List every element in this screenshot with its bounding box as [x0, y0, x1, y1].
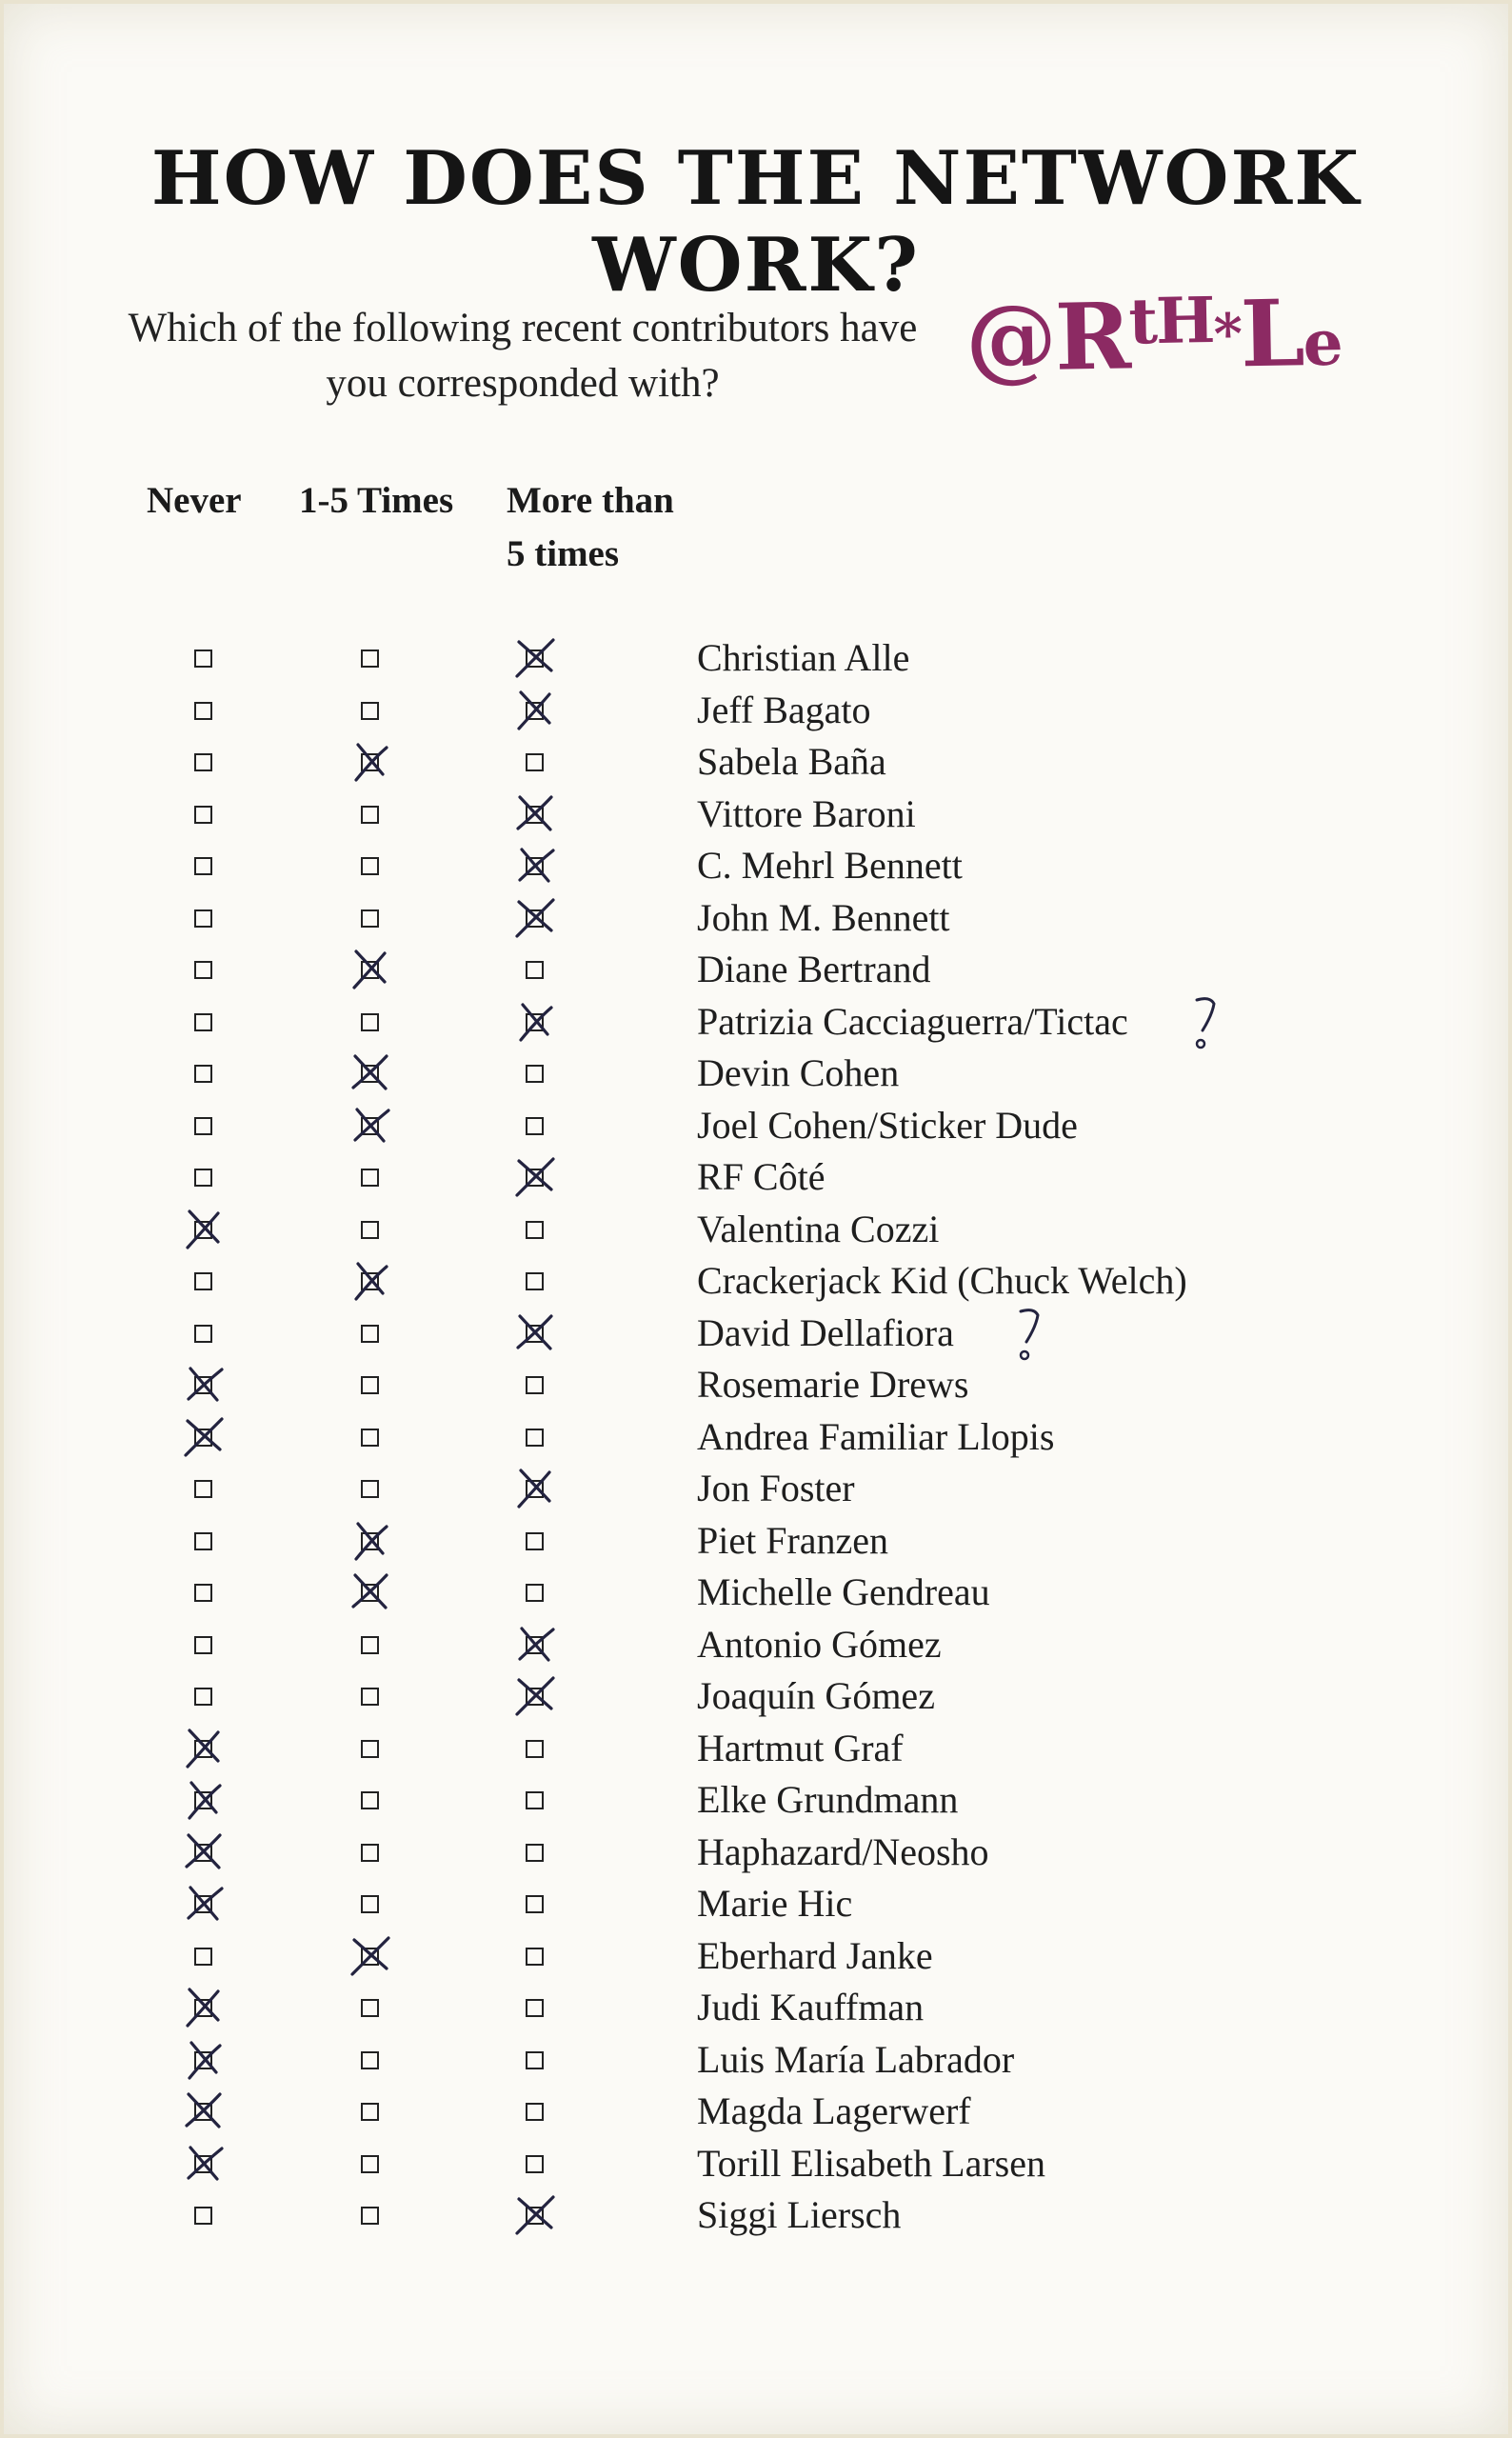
contributor-name: Antonio Gómez — [697, 1622, 942, 1666]
never-checkbox[interactable] — [194, 1688, 212, 1706]
contributor-name: Christian Alle — [697, 636, 910, 679]
one-to-five-checkbox[interactable] — [361, 1325, 379, 1343]
contributor-name: Hartmut Graf — [697, 1726, 904, 1769]
never-checkbox[interactable] — [194, 753, 212, 771]
more-than-five-checkbox[interactable] — [526, 961, 544, 979]
handwritten-check-mark-icon — [509, 787, 563, 840]
contributor-row — [4, 1411, 1508, 1464]
contributor-name: RF Côté — [697, 1155, 826, 1198]
contributor-row — [4, 1255, 1508, 1308]
one-to-five-checkbox[interactable] — [361, 1688, 379, 1706]
contributor-row — [4, 1827, 1508, 1879]
contributor-name: Sabela Baña — [697, 740, 886, 783]
one-to-five-checkbox[interactable] — [361, 1480, 379, 1498]
contributor-name: Luis María Labrador — [697, 2037, 1015, 2081]
one-to-five-checkbox[interactable] — [361, 857, 379, 875]
contributor-row — [4, 1204, 1508, 1256]
column-header-one-to-five: 1-5 Times — [299, 480, 454, 521]
contributor-row — [4, 1567, 1508, 1619]
handwritten-check-mark-icon — [345, 1046, 398, 1099]
question-text: Which of the following recent contributors have you corresponded with? — [128, 306, 918, 406]
contributor-name: Andrea Familiar Llopis — [697, 1414, 1055, 1458]
more-than-five-checkbox[interactable] — [526, 1948, 544, 1966]
column-header-more-than-five-line2: 5 times — [507, 533, 620, 574]
more-than-five-checkbox[interactable] — [526, 1844, 544, 1862]
never-checkbox[interactable] — [194, 1532, 212, 1550]
handwritten-check-mark-icon — [178, 2032, 231, 2086]
contributor-name: Joaquín Gómez — [697, 1674, 935, 1717]
more-than-five-checkbox[interactable] — [526, 1999, 544, 2017]
contributor-name: Torill Elisabeth Larsen — [697, 2141, 1045, 2185]
handwritten-check-mark-icon — [509, 1306, 563, 1359]
more-than-five-checkbox[interactable] — [526, 1429, 544, 1447]
never-checkbox[interactable] — [194, 1117, 212, 1135]
more-than-five-checkbox[interactable] — [526, 1584, 544, 1602]
handwritten-check-mark-icon — [509, 1669, 563, 1722]
handwritten-check-mark-icon — [345, 734, 398, 788]
contributor-name: Jeff Bagato — [697, 688, 871, 731]
contributor-name: Eberhard Janke — [697, 1933, 933, 1977]
contributor-row — [4, 2086, 1508, 2138]
never-checkbox[interactable] — [194, 702, 212, 720]
more-than-five-checkbox[interactable] — [526, 1221, 544, 1239]
page-title: HOW DOES THE NETWORK WORK? — [150, 135, 1362, 309]
contributor-row — [4, 1308, 1508, 1360]
contributor-name: David Dellafiora — [697, 1310, 954, 1354]
contributor-row — [4, 1982, 1508, 2034]
more-than-five-checkbox[interactable] — [526, 1065, 544, 1083]
never-checkbox[interactable] — [194, 961, 212, 979]
handwritten-check-mark-icon — [178, 1357, 231, 1410]
handwritten-check-mark-icon — [178, 1202, 231, 1255]
one-to-five-checkbox[interactable] — [361, 649, 379, 668]
handwritten-check-mark-icon — [345, 1513, 398, 1567]
contributor-row — [4, 1151, 1508, 1204]
contributor-row — [4, 1670, 1508, 1723]
handwritten-check-mark-icon — [509, 683, 563, 736]
one-to-five-checkbox[interactable] — [361, 1791, 379, 1809]
one-to-five-checkbox[interactable] — [361, 1999, 379, 2017]
contributor-row — [4, 1723, 1508, 1775]
contributor-row — [4, 2189, 1508, 2242]
one-to-five-checkbox[interactable] — [361, 1740, 379, 1758]
contributor-name: Siggi Liersch — [697, 2193, 902, 2236]
handwritten-check-mark-icon — [345, 942, 398, 995]
handwritten-exclamation-icon — [1189, 992, 1224, 1053]
handwritten-check-mark-icon — [178, 1980, 231, 2033]
never-checkbox[interactable] — [194, 1272, 212, 1290]
contributor-name: C. Mehrl Bennett — [697, 844, 963, 887]
handwritten-check-mark-icon — [509, 1461, 563, 1514]
never-checkbox[interactable] — [194, 857, 212, 875]
handwritten-check-mark-icon — [178, 2136, 231, 2189]
contributor-name: Rosemarie Drews — [697, 1363, 969, 1406]
contributor-row — [4, 1515, 1508, 1568]
handwritten-check-mark-icon — [178, 1409, 231, 1463]
contributor-row — [4, 632, 1508, 685]
handwritten-check-mark-icon — [509, 630, 563, 684]
contributor-name: Marie Hic — [697, 1882, 853, 1925]
handwritten-check-mark-icon — [345, 1253, 398, 1307]
handwritten-check-mark-icon — [178, 2084, 231, 2137]
handwritten-check-mark-icon — [509, 994, 563, 1048]
contributor-row — [4, 685, 1508, 737]
more-than-five-checkbox[interactable] — [526, 2103, 544, 2121]
never-checkbox[interactable] — [194, 1480, 212, 1498]
one-to-five-checkbox[interactable] — [361, 1895, 379, 1913]
one-to-five-checkbox[interactable] — [361, 909, 379, 928]
never-checkbox[interactable] — [194, 1636, 212, 1654]
contributor-row — [4, 1878, 1508, 1930]
handwritten-check-mark-icon — [509, 1617, 563, 1670]
handwritten-check-mark-icon — [509, 2188, 563, 2241]
column-header-more-than-five — [507, 474, 674, 581]
handwritten-check-mark-icon — [178, 1772, 231, 1826]
more-than-five-checkbox[interactable] — [526, 1272, 544, 1290]
contributor-row — [4, 840, 1508, 892]
more-than-five-checkbox[interactable] — [526, 1895, 544, 1913]
never-checkbox[interactable] — [194, 1065, 212, 1083]
contributor-name: Vittore Baroni — [697, 791, 916, 835]
handwritten-exclamation-icon — [1013, 1304, 1047, 1365]
handwritten-check-mark-icon — [345, 1098, 398, 1151]
contributor-name: Judi Kauffman — [697, 1986, 925, 2028]
contributor-name: John M. Bennett — [697, 895, 950, 939]
one-to-five-checkbox[interactable] — [361, 1169, 379, 1187]
one-to-five-checkbox[interactable] — [361, 1376, 379, 1394]
contributor-row — [4, 1930, 1508, 1983]
contributor-row — [4, 1774, 1508, 1827]
handwritten-check-mark-icon — [345, 1928, 398, 1982]
contributor-name: Haphazard/Neosho — [697, 1829, 989, 1873]
contributor-name: Jon Foster — [697, 1467, 855, 1509]
contributor-name: Michelle Gendreau — [697, 1570, 990, 1613]
handwritten-check-mark-icon — [345, 1565, 398, 1618]
handwritten-check-mark-icon — [178, 1825, 231, 1878]
contributor-name: Patrizia Cacciaguerra/Tictac — [697, 999, 1128, 1043]
contributor-row — [4, 892, 1508, 945]
one-to-five-checkbox[interactable] — [361, 2103, 379, 2121]
handwritten-check-mark-icon — [509, 838, 563, 891]
never-checkbox[interactable] — [194, 2207, 212, 2225]
column-header-more-than-five-line1: More than — [507, 480, 674, 521]
never-checkbox[interactable] — [194, 649, 212, 668]
artitle-logo: $@R^{tH}*Le$ — [965, 279, 1343, 393]
handwritten-check-mark-icon — [509, 890, 563, 944]
survey-sheet — [4, 4, 1508, 2434]
never-checkbox[interactable] — [194, 1584, 212, 1602]
more-than-five-checkbox[interactable] — [526, 1740, 544, 1758]
column-header-never: Never — [147, 480, 242, 521]
more-than-five-checkbox[interactable] — [526, 1532, 544, 1550]
one-to-five-checkbox[interactable] — [361, 2207, 379, 2225]
contributor-row — [4, 944, 1508, 996]
never-checkbox[interactable] — [194, 806, 212, 824]
never-checkbox[interactable] — [194, 1948, 212, 1966]
contributor-name: Devin Cohen — [697, 1051, 900, 1094]
contributor-name: Piet Franzen — [697, 1518, 889, 1562]
more-than-five-checkbox[interactable] — [526, 1791, 544, 1809]
contributor-row — [4, 996, 1508, 1049]
never-checkbox[interactable] — [194, 1325, 212, 1343]
more-than-five-checkbox[interactable] — [526, 753, 544, 771]
one-to-five-checkbox[interactable] — [361, 1844, 379, 1862]
handwritten-check-mark-icon — [509, 1149, 563, 1203]
contributor-row — [4, 1463, 1508, 1515]
more-than-five-checkbox[interactable] — [526, 2155, 544, 2173]
one-to-five-checkbox[interactable] — [361, 2155, 379, 2173]
contributor-name: Valentina Cozzi — [697, 1207, 940, 1250]
contributor-name: Elke Grundmann — [697, 1778, 959, 1821]
contributor-name: Diane Bertrand — [697, 948, 931, 990]
one-to-five-checkbox[interactable] — [361, 1636, 379, 1654]
contributor-row — [4, 2034, 1508, 2087]
one-to-five-checkbox[interactable] — [361, 2051, 379, 2069]
contributor-row — [4, 1048, 1508, 1100]
contributor-name: Crackerjack Kid (Chuck Welch) — [697, 1259, 1187, 1302]
contributor-row — [4, 736, 1508, 789]
one-to-five-checkbox[interactable] — [361, 702, 379, 720]
contributor-row — [4, 1619, 1508, 1671]
contributor-row — [4, 789, 1508, 841]
more-than-five-checkbox[interactable] — [526, 2051, 544, 2069]
more-than-five-checkbox[interactable] — [526, 1376, 544, 1394]
never-checkbox[interactable] — [194, 1169, 212, 1187]
one-to-five-checkbox[interactable] — [361, 1221, 379, 1239]
contributor-name: Magda Lagerwerf — [697, 2089, 971, 2132]
more-than-five-checkbox[interactable] — [526, 1117, 544, 1135]
contributor-list — [4, 632, 1508, 2242]
contributor-name: Joel Cohen/Sticker Dude — [697, 1103, 1078, 1147]
contributor-row — [4, 1359, 1508, 1411]
handwritten-check-mark-icon — [178, 1876, 231, 1929]
contributor-row — [4, 1100, 1508, 1152]
one-to-five-checkbox[interactable] — [361, 1429, 379, 1447]
never-checkbox[interactable] — [194, 909, 212, 928]
one-to-five-checkbox[interactable] — [361, 806, 379, 824]
never-checkbox[interactable] — [194, 1013, 212, 1031]
contributor-row — [4, 2138, 1508, 2190]
one-to-five-checkbox[interactable] — [361, 1013, 379, 1031]
handwritten-check-mark-icon — [178, 1721, 231, 1774]
